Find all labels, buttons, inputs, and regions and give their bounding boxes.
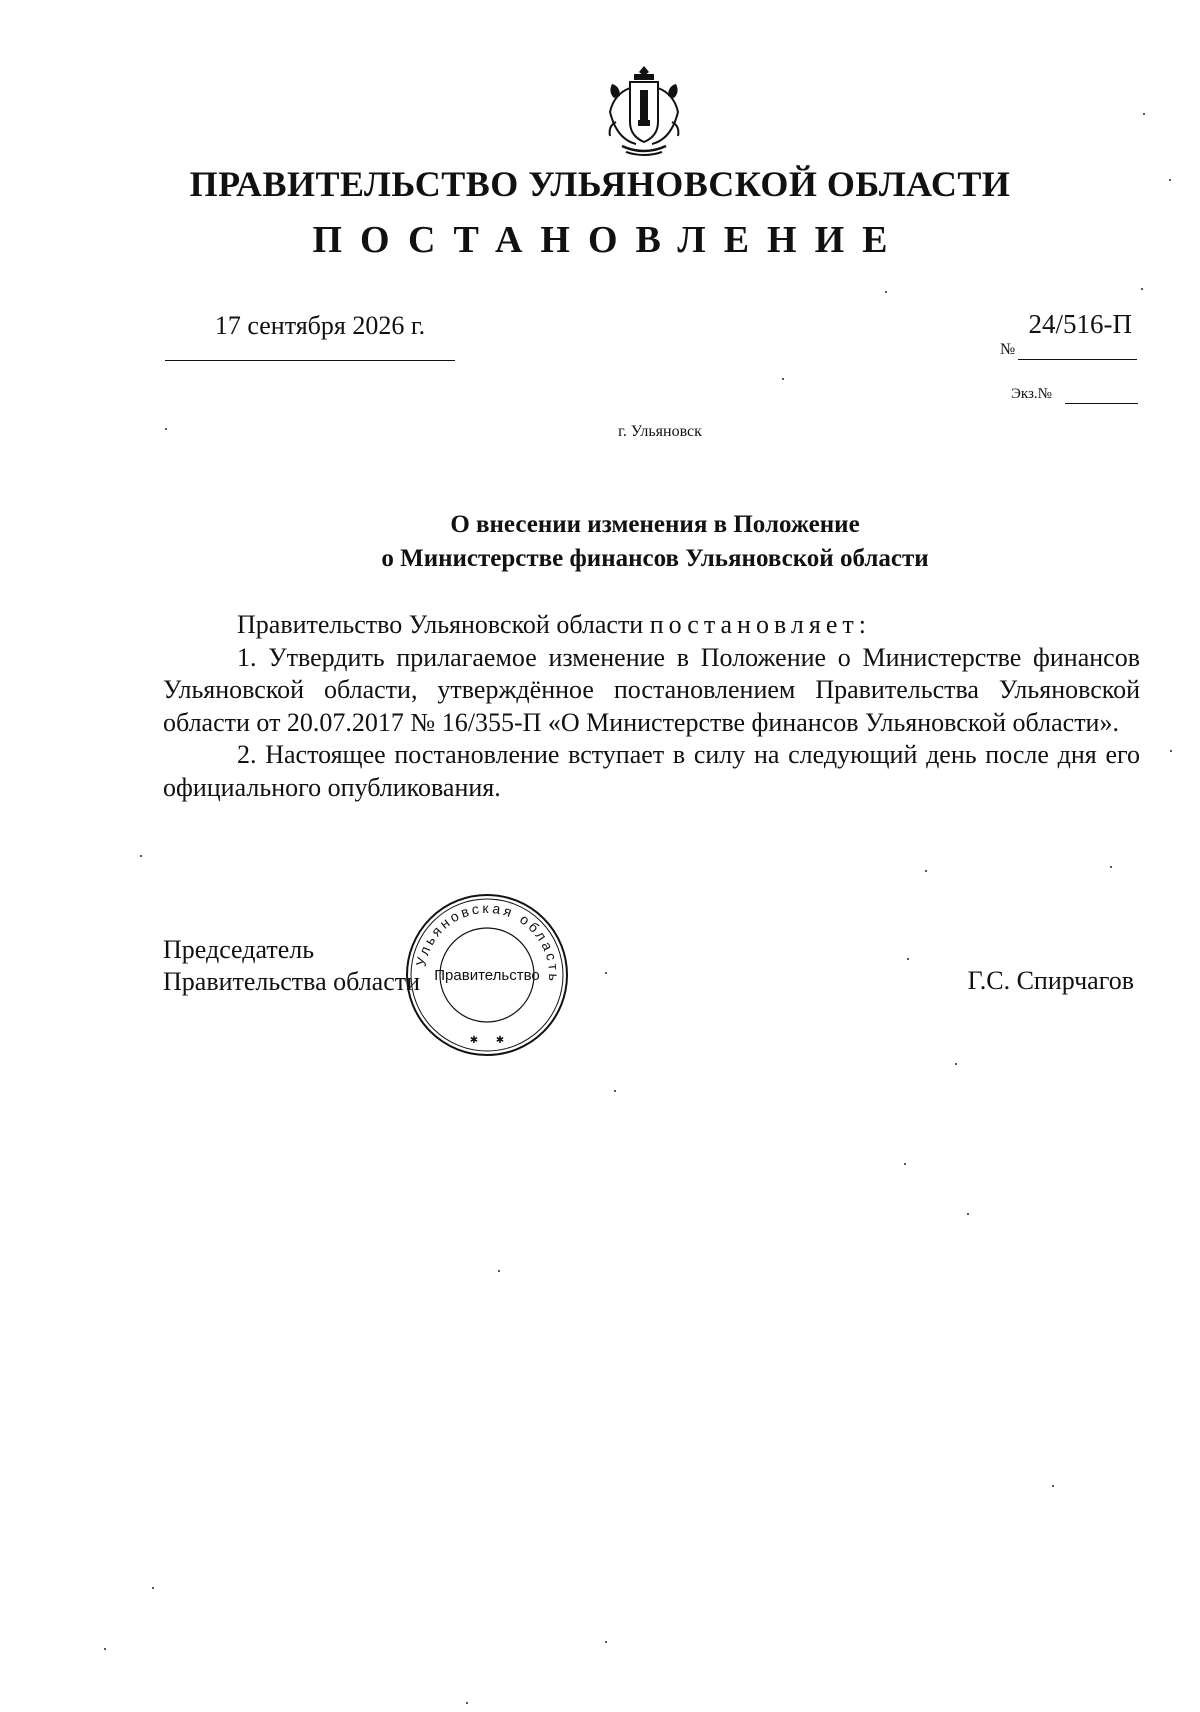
copy-number-field [1011, 386, 1141, 406]
seal-center-text: Правительство [434, 967, 540, 984]
signatory-position [163, 934, 420, 998]
item-2: 2. Настоящее постановление вступает в силу на следующий день после дня его официального опубликования. [163, 740, 1140, 802]
date-underline [165, 360, 455, 361]
document-date: 17 сентября 2026 г. [214, 311, 426, 340]
item-1: 1. Утвердить прилагаемое изменение в Положение о Министерстве финансов Ульяновской области, утверждённое постановлением Правительства Ульяновской области от 20.07.2017 № 16/355-П «О Министерстве финансов Ульяновской области». [163, 642, 1140, 737]
position-line-2: Правительства области [163, 967, 421, 996]
number-underline [1018, 359, 1137, 360]
signatory-name: Г.С. Спирчагов [967, 966, 1134, 995]
government-title: ПРАВИТЕЛЬСТВО УЛЬЯНОВСКОЙ ОБЛАСТИ [189, 164, 1011, 204]
copy-number-label: Экз.№ [1011, 386, 1052, 402]
subject-line-2: о Министерстве финансов Ульяновской области [381, 545, 929, 572]
city-line: г. Ульяновск [618, 423, 702, 440]
preamble-text: Правительство Ульяновской области [237, 610, 650, 639]
subject-line-1: О внесении изменения в Положение [450, 511, 860, 538]
preamble-verb: постановляет: [649, 610, 871, 639]
preamble [163, 609, 1140, 642]
date-field [165, 311, 455, 341]
document-number: 24/516-П [1028, 309, 1132, 339]
seal-ring-text: Ульяновская область [412, 899, 563, 985]
number-sign: № [1000, 341, 1016, 358]
svg-text:✱: ✱ [469, 1035, 479, 1046]
document-type-title: ПОСТАНОВЛЕНИЕ [312, 219, 906, 261]
position-line-1: Председатель [163, 935, 315, 964]
document-subject [0, 508, 1200, 576]
copy-number-underline [1065, 403, 1138, 404]
svg-text:✱: ✱ [495, 1035, 505, 1046]
coat-of-arms-emblem [600, 62, 688, 158]
document-body [163, 609, 1140, 804]
official-seal-stamp [402, 890, 572, 1060]
number-field [1000, 309, 1140, 359]
